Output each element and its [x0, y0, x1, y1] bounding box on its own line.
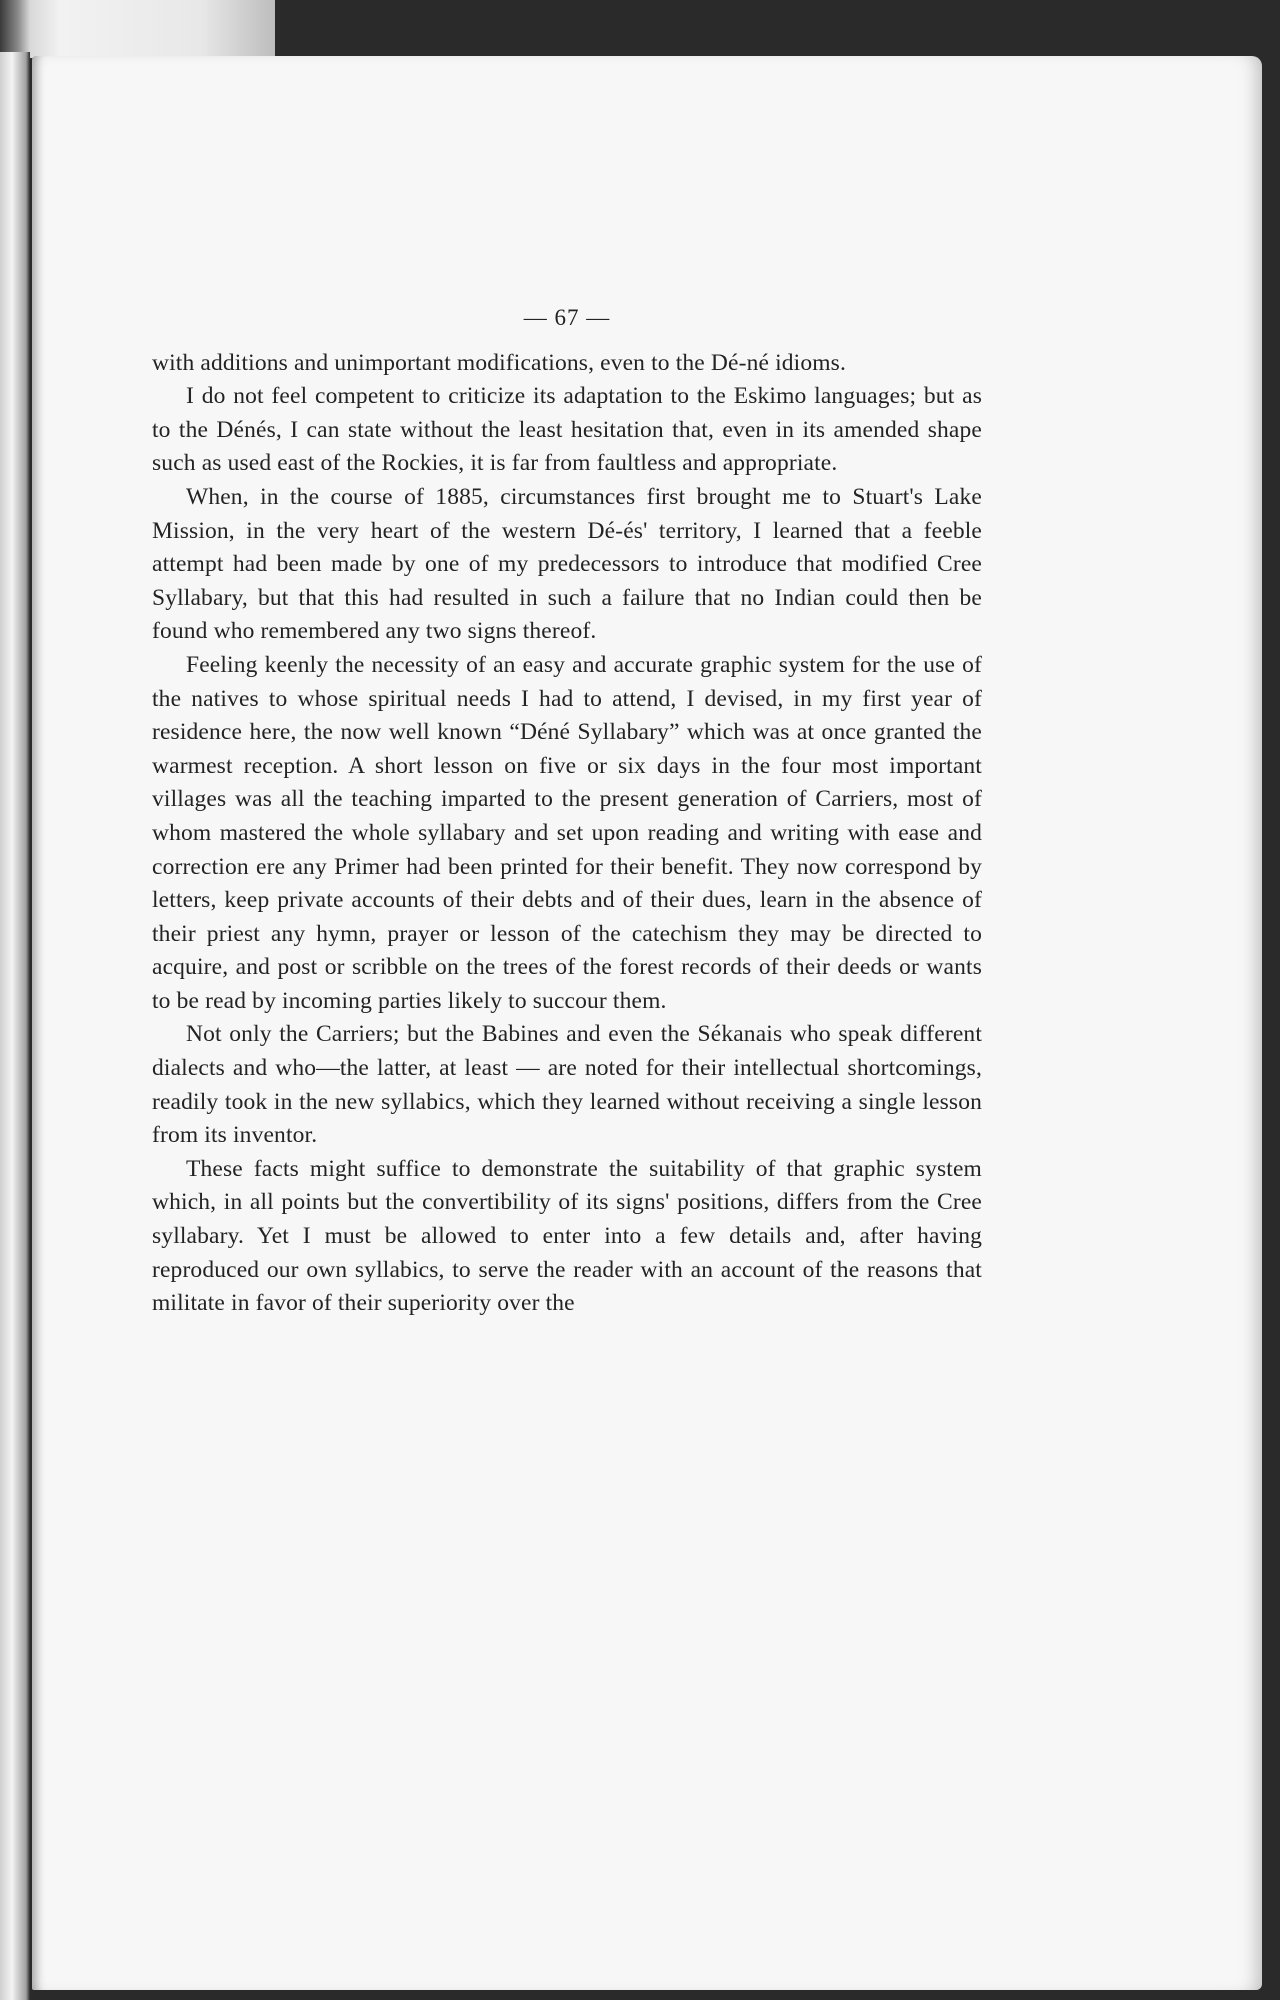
paragraph-6: These facts might suffice to demonstrate the suitability of that graphic system which, in all points but the convertibility of its signs' positions, differs from the Cree syllabary. Yet I must be allowed to enter into a few details and, after having reproduced our own syllabics, to serve the reader with an account of the reasons that militate in favor of their superiority over the [152, 1155, 982, 1317]
paragraph-1: with additions and unimportant modifications, even to the Dé-né idioms. [152, 349, 846, 376]
book-page [32, 56, 1262, 1990]
paragraph-4: Feeling keenly the necessity of an easy and accurate graphic system for the use of the natives to whose spiritual needs I had to attend, I devised, in my first year of residence here, the now well known “Déné Syllabary” which was at once granted the warmest reception. A short lesson on five or six days in the four most important villages was all the teaching imparted to the present generation of Carriers, most of whom mastered the whole syllabary and set upon reading and writing with ease and correction ere any Primer had been printed for their benefit. They now correspond by letters, keep private accounts of their debts and of their dues, learn in the absence of their priest any hymn, prayer or lesson of the catechism they may be directed to acquire, and post or scribble on the trees of the forest records of their deeds or wants to be read by incoming parties likely to succour them. [152, 651, 982, 1014]
facing-page-edge [0, 52, 30, 2000]
page-number: — 67 — [523, 305, 611, 330]
paragraph-3: When, in the course of 1885, circumstances first brought me to Stuart's Lake Mission, in the very heart of the western Dé-és' territory, I learned that a feeble attempt had been made by one of my predecessors to introduce that modified Cree Syllabary, but that this had resulted in such a failure that no Indian could then be found who remembered any two signs thereof. [152, 483, 982, 645]
paragraph-5: Not only the Carriers; but the Babines and even the Sékanais who speak different dialects and who—the latter, at least — are noted for their intellectual shortcomings, readily took in the new syllabics, which they learned without receiving a single lesson from its inventor. [152, 1021, 982, 1149]
scan-edge-strip [0, 0, 275, 58]
text-block [152, 301, 982, 1321]
paragraph-2: I do not feel competent to criticize its adaptation to the Eskimo languages; but as to the Dénés, I can state without the least hesitation that, even in its amended shape such as used east of the Rockies, it is far from faultless and appropriate. [152, 383, 982, 477]
